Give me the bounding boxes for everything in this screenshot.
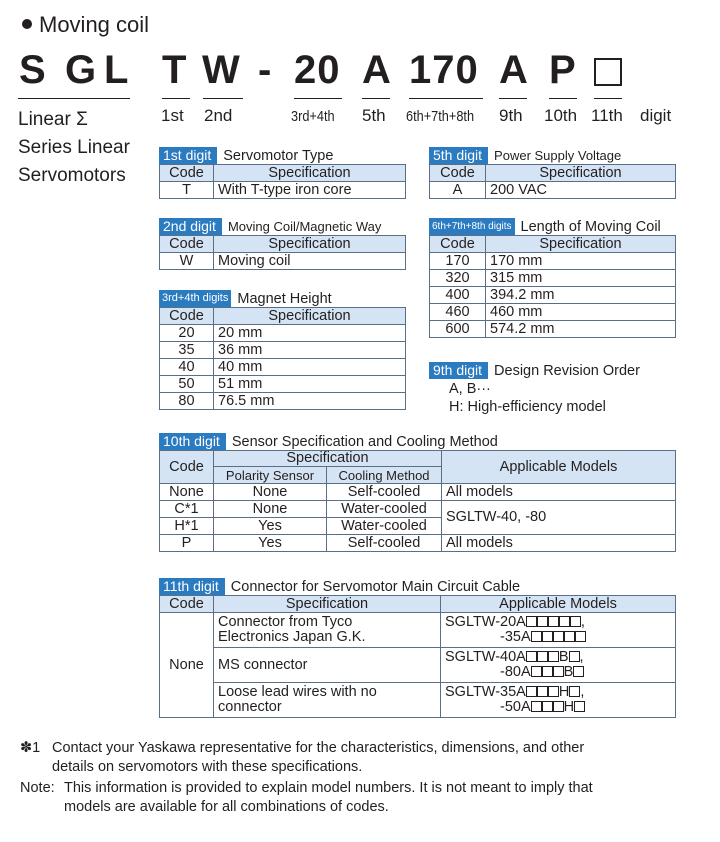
underline-11th (594, 98, 622, 99)
position-2nd: 2nd (204, 106, 233, 125)
table-2nd-digit (159, 218, 406, 270)
footnote-star: ✽1 Contact your Yaskawa representative for the characteristics, dimensions, and other details on servomotors with these specifications. (20, 740, 585, 775)
table-row: MS connector SGLTW-40A B , -80A B (160, 648, 676, 683)
table-row: 600 574.2 mm (430, 321, 676, 338)
models-header: Applicable Models (441, 596, 676, 613)
code-header: Code (160, 165, 214, 182)
spec-header: Specification (214, 236, 406, 253)
table-title (159, 433, 676, 450)
model-char-5: W (202, 48, 241, 92)
table-5th-digit (429, 147, 676, 199)
table-row: H*1 Yes Water-cooled (160, 518, 676, 535)
digit-badge: 3rd+4th digits (159, 290, 231, 307)
polarity-header: Polarity Sensor (214, 467, 327, 484)
table-11th-digit (159, 578, 676, 718)
model-placeholder-box (594, 58, 622, 86)
table-heading: Magnet Height (237, 290, 332, 307)
position-34: 3rd+4th (291, 108, 335, 125)
note-label: Note: (20, 780, 55, 796)
table-row: 170 170 mm (430, 253, 676, 270)
spec-header: Specification (486, 165, 676, 182)
model-char-34: 20 (294, 48, 341, 92)
table-row: 40 40 mm (160, 359, 406, 376)
series-label: Linear Σ Series Linear Servomotors (18, 109, 130, 186)
digit-badge: 10th digit (159, 433, 226, 450)
spec-header: Specification (214, 308, 406, 325)
table-title (429, 218, 676, 235)
position-11th: 11th (591, 106, 623, 125)
underline-9th (499, 98, 527, 99)
table-title (429, 147, 676, 164)
section-heading: Moving coil (22, 12, 149, 38)
table-row: 20 20 mm (160, 325, 406, 342)
table-heading: Power Supply Voltage (494, 148, 622, 163)
footnote-marker: ✽1 (20, 740, 41, 756)
block-9th-digit (429, 362, 640, 416)
revision-line-2: H: High-efficiency model (449, 399, 606, 415)
underline-2nd (203, 98, 243, 99)
table-row: 460 460 mm (430, 304, 676, 321)
model-char-1: S (19, 48, 47, 92)
table-row: 320 315 mm (430, 270, 676, 287)
cooling-header: Cooling Method (327, 467, 442, 484)
table-row: 80 76.5 mm (160, 393, 406, 410)
spec-header: Specification (214, 165, 406, 182)
model-char-10: P (549, 48, 577, 92)
table-6th-7th-8th-digits (429, 218, 676, 338)
model-char-3: L (104, 48, 130, 92)
table-row: None Connector from Tyco Electronics Japan G.K. SGLTW-20A , -35A (160, 613, 676, 648)
table-title (159, 290, 406, 307)
table-heading: Design Revision Order (494, 362, 640, 379)
table-heading: Length of Moving Coil (520, 218, 661, 235)
code-header: Code (160, 236, 214, 253)
table-row: P Yes Self-cooled All models (160, 535, 676, 552)
position-1st: 1st (161, 106, 184, 125)
underline-34 (294, 98, 342, 99)
position-5th: 5th (362, 106, 386, 125)
model-char-6: A (362, 48, 392, 92)
underline-10th (549, 98, 577, 99)
position-9th: 9th (499, 106, 523, 125)
table-row: A 200 VAC (430, 182, 676, 199)
table-heading: Servomotor Type (223, 147, 334, 164)
spec-header: Specification (214, 596, 441, 613)
table-heading: Connector for Servomotor Main Circuit Cable (230, 578, 521, 595)
table-title (159, 147, 406, 164)
position-678: 6th+7th+8th (406, 108, 475, 125)
digit-badge: 1st digit (159, 147, 217, 164)
code-header: Code (430, 165, 486, 182)
table-row: T With T-type iron core (160, 182, 406, 199)
spec-header: Specification (214, 451, 442, 467)
digit-badge: 5th digit (429, 147, 488, 164)
model-char-678: 170 (409, 48, 479, 92)
code-header: Code (160, 596, 214, 613)
table-row: W Moving coil (160, 253, 406, 270)
table-title (429, 362, 640, 379)
code-header: Code (160, 451, 214, 484)
table-3rd-4th-digits (159, 290, 406, 410)
model-dash: - (258, 48, 273, 92)
models-header: Applicable Models (442, 451, 676, 484)
underline-1st (162, 98, 190, 99)
table-heading: Moving Coil/Magnetic Way (227, 219, 382, 234)
table-heading: Sensor Specification and Cooling Method (231, 433, 498, 450)
model-char-4: T (162, 48, 188, 92)
digit-badge: 6th+7th+8th digits (429, 218, 515, 235)
table-row: 400 394.2 mm (430, 287, 676, 304)
position-10th: 10th (544, 106, 578, 125)
model-char-2: G (65, 48, 98, 92)
table-row: 35 36 mm (160, 342, 406, 359)
table-row: Loose lead wires with no connector SGLTW-35A H , -50A H (160, 683, 676, 718)
table-10th-digit (159, 433, 676, 552)
code-header: Code (160, 308, 214, 325)
digit-badge: 2nd digit (159, 218, 222, 235)
spec-header: Specification (486, 236, 676, 253)
table-1st-digit (159, 147, 406, 199)
table-row: C*1 None Water-cooled SGLTW-40, -80 (160, 501, 676, 518)
underline-5th (362, 98, 390, 99)
table-title (159, 218, 406, 235)
revision-line-1: A, B··· (449, 381, 491, 397)
underline-series (18, 98, 130, 99)
footnote-note: Note: This information is provided to explain model numbers. It is not meant to imply that models are available for all combinations of codes. (20, 780, 593, 815)
underline-678 (409, 98, 483, 99)
position-digit: digit (640, 106, 672, 125)
digit-badge: 9th digit (429, 362, 488, 379)
table-row: None None Self-cooled All models (160, 484, 676, 501)
model-char-9: A (499, 48, 529, 92)
table-row: 50 51 mm (160, 376, 406, 393)
table-title (159, 578, 676, 595)
code-header: Code (430, 236, 486, 253)
bullet-icon (22, 19, 32, 29)
digit-badge: 11th digit (159, 578, 225, 595)
